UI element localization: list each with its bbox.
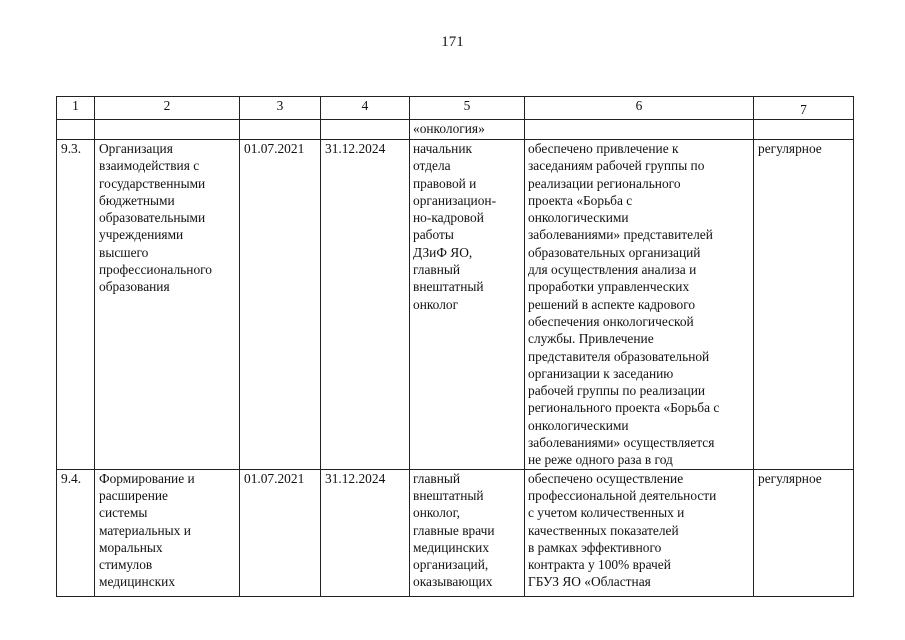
periodicity: регулярное (754, 140, 854, 470)
continuation-cell (525, 120, 754, 140)
responsible (410, 140, 525, 470)
continuation-cell (754, 120, 854, 140)
periodicity: регулярное (754, 469, 854, 596)
responsible-text: главный внештатный онколог, главные врачи медицинских организаций, оказывающих (413, 470, 495, 590)
header-cell-5: 5 (410, 97, 525, 120)
continuation-cell (57, 120, 95, 140)
result-text: обеспечено осуществление профессиональной деятельности с учетом количественных и качественных показателей в рамках эффективного контракта у 100% врачей ГБУЗ ЯО «Областная (528, 470, 717, 590)
continuation-cell (95, 120, 240, 140)
table-row (57, 469, 854, 596)
end-date: 31.12.2024 (321, 140, 410, 470)
row-number: 9.3. (57, 140, 95, 470)
measure-name-text: Формирование и расширение системы материальных и моральных стимулов медицинских (99, 470, 195, 590)
header-cell-2: 2 (95, 97, 240, 120)
header-cell-1: 1 (57, 97, 95, 120)
plan-table (56, 96, 854, 597)
measure-name (95, 140, 240, 470)
header-cell-4: 4 (321, 97, 410, 120)
end-date: 31.12.2024 (321, 469, 410, 596)
result (525, 140, 754, 470)
result-text: обеспечено привлечение к заседаниям рабочей группы по реализации регионального проекта «Борьба с онкологическими заболеваниями» представителей образовательных организаций для осуществления анализа и проработки управленческих решений в аспекте кадрового обеспечения онкологической службы. Привлечение представителя образовательной организации к заседанию рабочей группы по реализации регионального проекта «Борьба с онкологическими заболеваниями» осуществляется не реже одного раза в год (528, 141, 720, 468)
page-number: 171 (441, 34, 464, 50)
start-date: 01.07.2021 (240, 469, 321, 596)
responsible-text: начальник отдела правовой и организацион- но-кадровой работы ДЗиФ ЯО, главный внештатный онколог (413, 141, 497, 312)
table-row (57, 140, 854, 470)
row-number: 9.4. (57, 469, 95, 596)
measure-name-text: Организация взаимодействия с государственными бюджетными образовательными учреждениями высшего профессионального образования (99, 141, 212, 295)
continuation-cell (321, 120, 410, 140)
header-cell-6: 6 (525, 97, 754, 120)
header-cell-3: 3 (240, 97, 321, 120)
continuation-row (57, 120, 854, 140)
result (525, 469, 754, 596)
start-date: 01.07.2021 (240, 140, 321, 470)
continuation-responsible: «онкология» (410, 120, 525, 140)
responsible (410, 469, 525, 596)
header-row (57, 97, 854, 120)
header-cell-7: 7 (754, 97, 854, 120)
measure-name (95, 469, 240, 596)
continuation-cell (240, 120, 321, 140)
